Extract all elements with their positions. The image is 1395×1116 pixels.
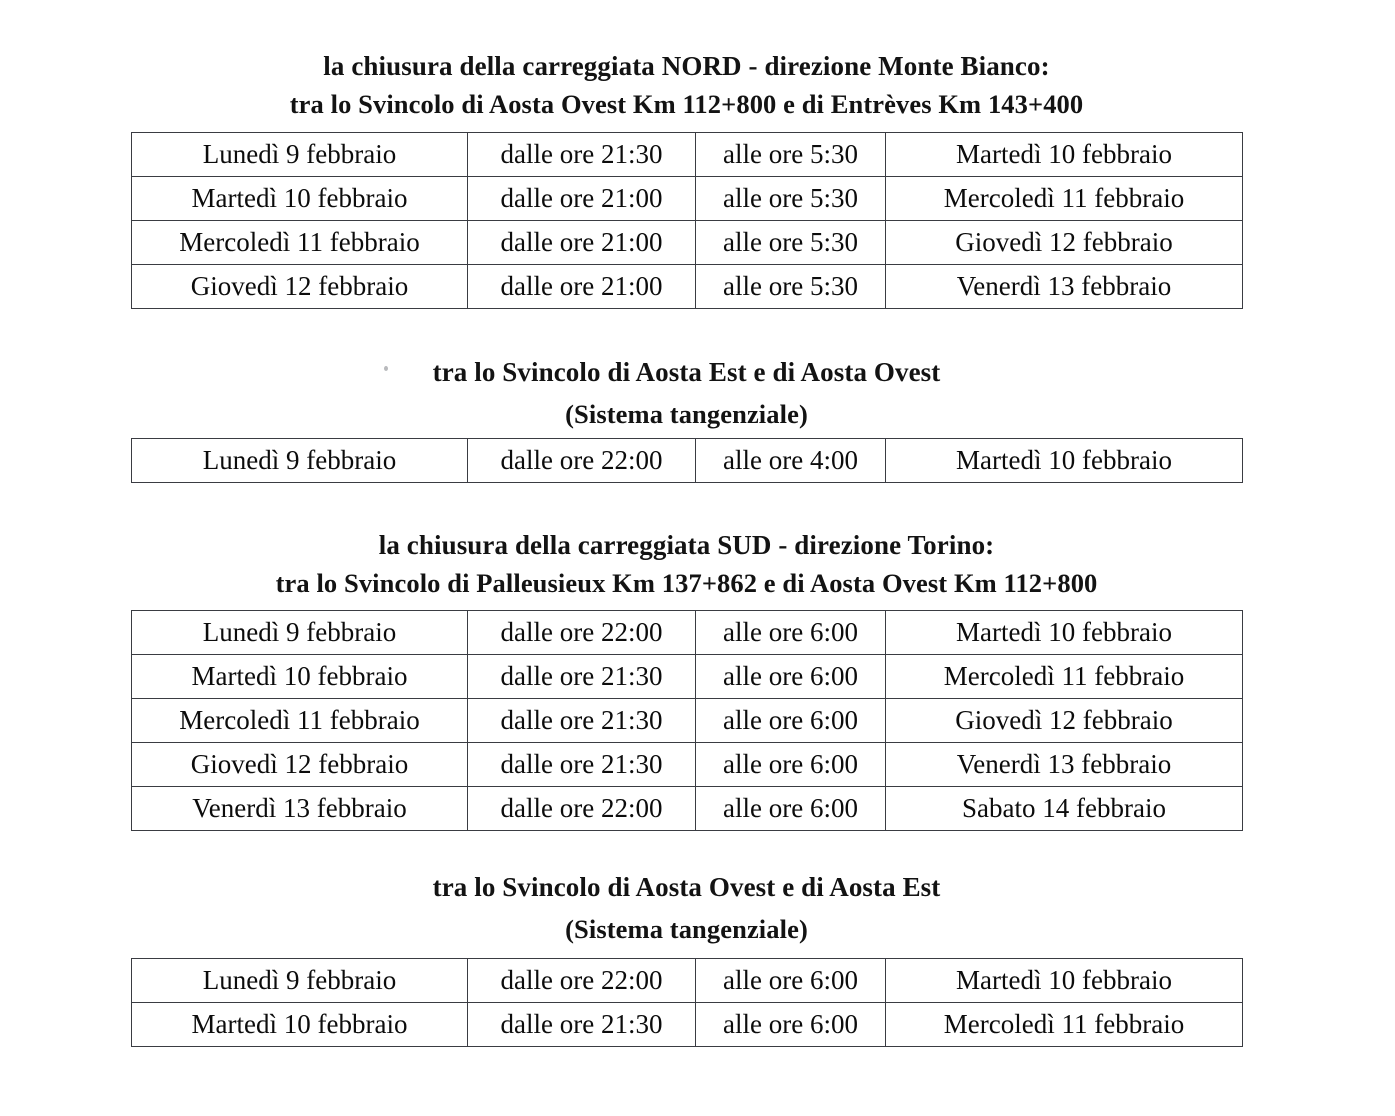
cell-end-day: Giovedì 12 febbraio: [886, 699, 1243, 743]
cell-start-day: Lunedì 9 febbraio: [132, 959, 468, 1003]
cell-end-day: Martedì 10 febbraio: [886, 439, 1243, 483]
section-heading-nord: la chiusura della carreggiata NORD - direzione Monte Bianco:: [323, 51, 1050, 81]
closure-table-nord: [131, 132, 1243, 309]
cell-from-time: dalle ore 21:00: [468, 265, 696, 309]
cell-from-time: dalle ore 22:00: [468, 439, 696, 483]
cell-from-time: dalle ore 22:00: [468, 787, 696, 831]
cell-from-time: dalle ore 21:30: [468, 655, 696, 699]
cell-end-day: Martedì 10 febbraio: [886, 611, 1243, 655]
table-body: [132, 611, 1243, 831]
cell-to-time: alle ore 4:00: [696, 439, 886, 483]
cell-to-time: alle ore 6:00: [696, 1003, 886, 1047]
cell-from-time: dalle ore 21:30: [468, 743, 696, 787]
table-row: [132, 133, 1243, 177]
table-body: [132, 959, 1243, 1047]
table-row: [132, 611, 1243, 655]
table-body: [132, 439, 1243, 483]
cell-start-day: Mercoledì 11 febbraio: [132, 699, 468, 743]
cell-start-day: Mercoledì 11 febbraio: [132, 221, 468, 265]
cell-from-time: dalle ore 21:30: [468, 699, 696, 743]
section-subheading-sud-tangenziale: (Sistema tangenziale): [565, 914, 808, 944]
section-subheading-nord-tangenziale: (Sistema tangenziale): [565, 399, 808, 429]
table-row: [132, 699, 1243, 743]
cell-from-time: dalle ore 21:00: [468, 177, 696, 221]
cell-to-time: alle ore 5:30: [696, 221, 886, 265]
scan-speck-artifact: [384, 366, 388, 371]
cell-end-day: Martedì 10 febbraio: [886, 133, 1243, 177]
cell-to-time: alle ore 5:30: [696, 177, 886, 221]
cell-end-day: Mercoledì 11 febbraio: [886, 655, 1243, 699]
cell-from-time: dalle ore 22:00: [468, 959, 696, 1003]
cell-start-day: Martedì 10 febbraio: [132, 177, 468, 221]
cell-to-time: alle ore 6:00: [696, 959, 886, 1003]
section-heading-sud-tangenziale: tra lo Svincolo di Aosta Ovest e di Aosta Est: [432, 872, 941, 902]
table-row: [132, 177, 1243, 221]
table-row: [132, 221, 1243, 265]
cell-to-time: alle ore 5:30: [696, 265, 886, 309]
cell-start-day: Giovedì 12 febbraio: [132, 743, 468, 787]
table-row: [132, 265, 1243, 309]
cell-from-time: dalle ore 21:00: [468, 221, 696, 265]
cell-end-day: Martedì 10 febbraio: [886, 959, 1243, 1003]
cell-start-day: Martedì 10 febbraio: [132, 1003, 468, 1047]
cell-start-day: Lunedì 9 febbraio: [132, 133, 468, 177]
closure-table-nord-tangenziale: [131, 438, 1243, 483]
cell-end-day: Mercoledì 11 febbraio: [886, 177, 1243, 221]
cell-start-day: Lunedì 9 febbraio: [132, 439, 468, 483]
cell-to-time: alle ore 6:00: [696, 655, 886, 699]
cell-end-day: Venerdì 13 febbraio: [886, 265, 1243, 309]
cell-start-day: Martedì 10 febbraio: [132, 655, 468, 699]
closure-table-sud: [131, 610, 1243, 831]
closure-table-sud-tangenziale: [131, 958, 1243, 1047]
cell-to-time: alle ore 6:00: [696, 699, 886, 743]
cell-start-day: Venerdì 13 febbraio: [132, 787, 468, 831]
table-row: [132, 439, 1243, 483]
section-heading-nord-tangenziale: tra lo Svincolo di Aosta Est e di Aosta Ovest: [432, 357, 941, 387]
cell-to-time: alle ore 6:00: [696, 743, 886, 787]
table-row: [132, 655, 1243, 699]
section-subheading-nord: tra lo Svincolo di Aosta Ovest Km 112+800 e di Entrèves Km 143+400: [289, 89, 1084, 119]
cell-from-time: dalle ore 22:00: [468, 611, 696, 655]
cell-end-day: Venerdì 13 febbraio: [886, 743, 1243, 787]
cell-start-day: Lunedì 9 febbraio: [132, 611, 468, 655]
table-row: [132, 787, 1243, 831]
cell-from-time: dalle ore 21:30: [468, 1003, 696, 1047]
cell-to-time: alle ore 6:00: [696, 611, 886, 655]
cell-start-day: Giovedì 12 febbraio: [132, 265, 468, 309]
section-heading-sud: la chiusura della carreggiata SUD - direzione Torino:: [378, 530, 995, 560]
table-body: [132, 133, 1243, 309]
table-row: [132, 743, 1243, 787]
cell-end-day: Giovedì 12 febbraio: [886, 221, 1243, 265]
cell-end-day: Sabato 14 febbraio: [886, 787, 1243, 831]
cell-to-time: alle ore 5:30: [696, 133, 886, 177]
cell-end-day: Mercoledì 11 febbraio: [886, 1003, 1243, 1047]
table-row: [132, 959, 1243, 1003]
cell-to-time: alle ore 6:00: [696, 787, 886, 831]
table-row: [132, 1003, 1243, 1047]
cell-from-time: dalle ore 21:30: [468, 133, 696, 177]
section-subheading-sud: tra lo Svincolo di Palleusieux Km 137+862 e di Aosta Ovest Km 112+800: [275, 568, 1098, 598]
